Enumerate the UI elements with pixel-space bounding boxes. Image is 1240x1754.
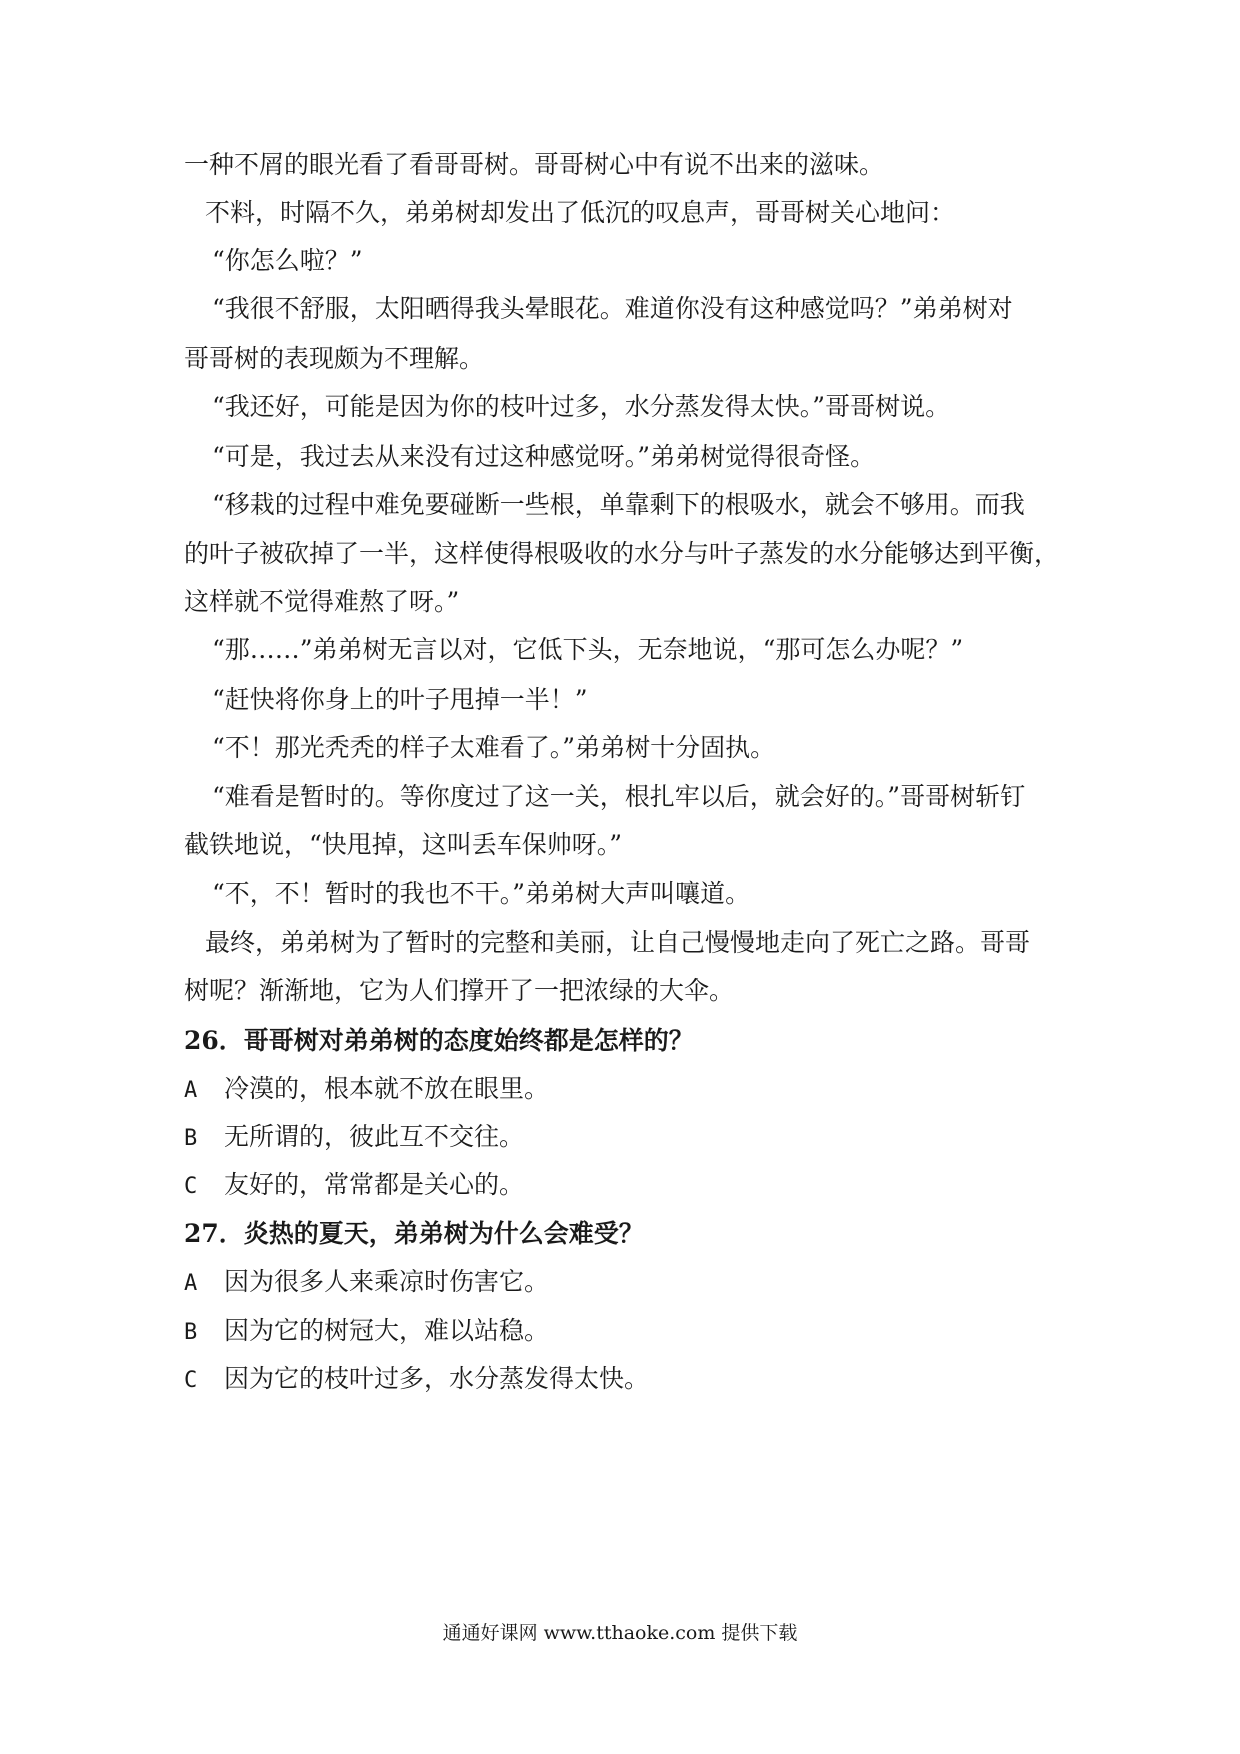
- story-line: “我还好，可能是因为你的枝叶过多，水分蒸发得太快。”哥哥树说。: [212, 392, 951, 421]
- option-letter: C: [184, 1174, 198, 1199]
- answer-option: [184, 1072, 1064, 1108]
- option-text: 友好的，常常都是关心的。: [224, 1170, 525, 1199]
- story-line: 一种不屑的眼光看了看哥哥树。哥哥树心中有说不出来的滋味。: [184, 150, 885, 179]
- story-line: “可是，我过去从来没有过这种感觉呀。”弟弟树觉得很奇怪。: [212, 442, 876, 471]
- story-line: “移栽的过程中难免要碰断一些根，单靠剩下的根吸水，就会不够用。而我: [212, 490, 1025, 519]
- option-letter: A: [184, 1078, 198, 1103]
- answer-option: [184, 1362, 1064, 1398]
- story-line: 这样就不觉得难熬了呀。”: [184, 587, 460, 616]
- option-letter: B: [184, 1320, 198, 1345]
- option-letter: C: [184, 1368, 198, 1393]
- option-text: 因为它的枝叶过多，水分蒸发得太快。: [224, 1364, 650, 1393]
- answer-option: [184, 1168, 1064, 1204]
- option-text: 因为它的树冠大，难以站稳。: [224, 1316, 550, 1345]
- story-line: 不料，时隔不久，弟弟树却发出了低沉的叹息声，哥哥树关心地问：: [205, 198, 956, 227]
- answer-option: [184, 1265, 1064, 1301]
- story-line: 的叶子被砍掉了一半，这样使得根吸收的水分与叶子蒸发的水分能够达到平衡，: [184, 539, 1060, 568]
- story-line: “那……”弟弟树无言以对，它低下头，无奈地说，“那可怎么办呢？”: [212, 635, 964, 664]
- page-footer: 通通好课网 www.tthaoke.com 提供下载: [442, 1622, 798, 1644]
- story-line: “难看是暂时的。等你度过了这一关，根扎牢以后，就会好的。”哥哥树斩钉: [212, 782, 1026, 811]
- option-text: 无所谓的，彼此互不交往。: [224, 1122, 525, 1151]
- story-line: “你怎么啦？”: [212, 246, 363, 275]
- option-letter: A: [184, 1271, 198, 1296]
- story-line: “我很不舒服，太阳晒得我头晕眼花。难道你没有这种感觉吗？”弟弟树对: [212, 294, 1013, 323]
- story-line: 截铁地说，“快甩掉，这叫丢车保帅呀。”: [184, 830, 623, 859]
- story-line: 树呢？渐渐地，它为人们撑开了一把浓绿的大伞。: [184, 976, 735, 1005]
- question-title: 26．哥哥树对弟弟树的态度始终都是怎样的？: [184, 1026, 694, 1055]
- story-line: “不！那光秃秃的样子太难看了。”弟弟树十分固执。: [212, 733, 776, 762]
- story-line: 哥哥树的表现颇为不理解。: [184, 344, 485, 373]
- story-line: 最终，弟弟树为了暂时的完整和美丽，让自己慢慢地走向了死亡之路。哥哥: [205, 928, 1031, 957]
- option-text: 因为很多人来乘凉时伤害它。: [224, 1267, 550, 1296]
- answer-option: [184, 1314, 1064, 1350]
- story-line: “赶快将你身上的叶子甩掉一半！”: [212, 685, 588, 714]
- option-letter: B: [184, 1126, 198, 1151]
- story-line: “不，不！暂时的我也不干。”弟弟树大声叫嚷道。: [212, 879, 751, 908]
- answer-option: [184, 1120, 1064, 1156]
- question-title: 27．炎热的夏天，弟弟树为什么会难受？: [184, 1219, 644, 1248]
- option-text: 冷漠的，根本就不放在眼里。: [224, 1074, 550, 1103]
